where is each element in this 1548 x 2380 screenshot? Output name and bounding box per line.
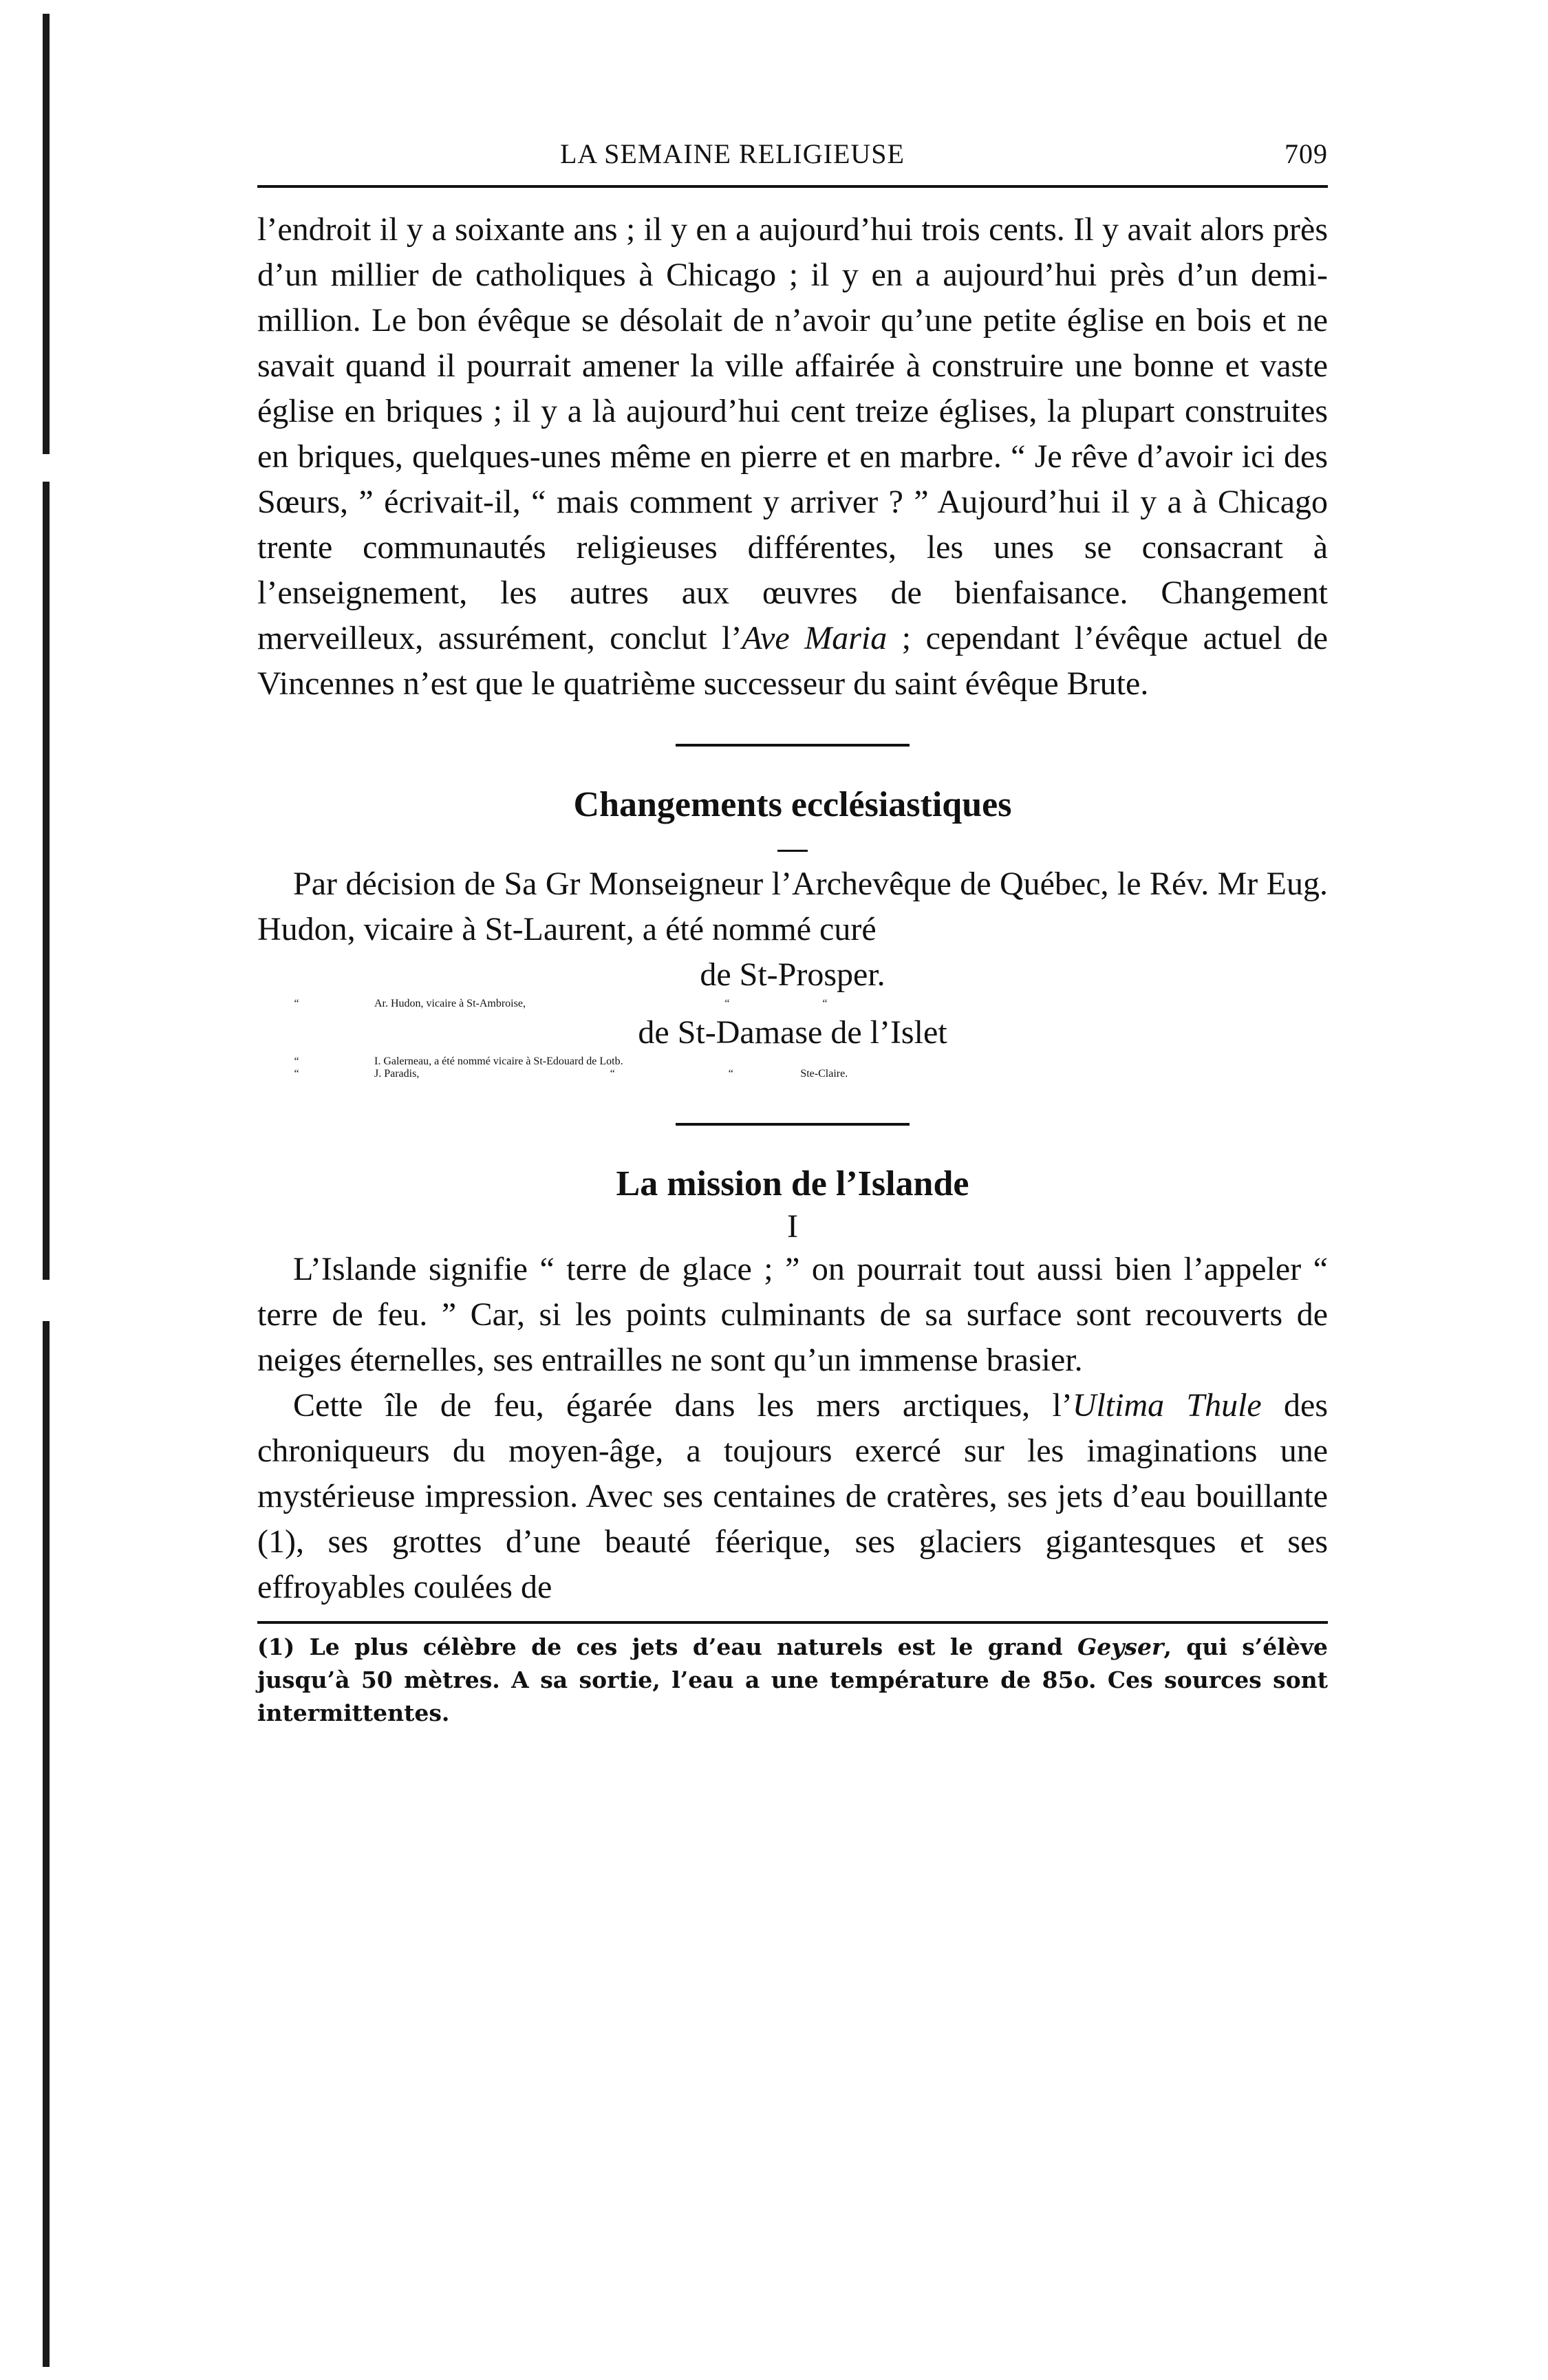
intro-paragraph	[257, 207, 1328, 707]
changes-title: Changements ecclésiastiques	[573, 785, 1012, 824]
intro-text-a: l’endroit il y a soixante ans ; il y en a aujourd’hui trois cents. Il y avait alors près d’un millier de catholiques à Chicago ; il y en a aujourd’hui près d’un demi-million. Le bon évêque se désolait de n’avoir qu’une petite église en bois et ne savait quand il pourrait amener la ville affairée à construire une bonne et vaste église en briques ; il y a là aujourd’hui cent treize églises, la plupart construites en briques, quelques-unes même en pierre et en marbre. “ Je rêve d’avoir ici des Sœurs, ” écrivait-il, “ mais comment y arriver ? ” Aujourd’hui il y a à Chicago trente communautés religieuses différentes, les unes se consacrant à l’enseignement, les autres aux œuvres de bienfaisance. Changement merveilleux, assurément, conclut l’	[257, 211, 1328, 656]
footnote	[257, 1631, 1328, 1730]
intro-section	[257, 207, 1328, 707]
page-number: 709	[1284, 138, 1328, 169]
changes-lead-center: de St-Prosper.	[700, 956, 885, 993]
ditto-mark: “	[822, 998, 828, 1009]
mission-paragraph-1: L’Islande signifie “ terre de glace ; ” on pourrait tout aussi bien l’appeler “ terre de feu. ” Car, si les points culminants de sa surface sont recouverts de neiges éternelles, ses entrailles ne sont qu’un immense brasier.	[257, 1251, 1328, 1378]
ditto-mark: “	[728, 1068, 733, 1080]
changes-row-3	[257, 1068, 1328, 1080]
page-binding-edge	[43, 14, 50, 2367]
intro-italic: Ave Maria	[742, 620, 888, 656]
mission-p2-text-b: des chroniqueurs du moyen-âge, a toujours exercé sur les imaginations une mystérieuse impression. Avec ses centaines de cratères, ses jets d’eau bouillante (1), ses grottes d’une beauté féerique, ses glaciers gigantesques et ses effroyables coulées de	[257, 1387, 1328, 1605]
footnote-text-a: (1) Le plus célèbre de ces jets d’eau naturels est le grand	[257, 1633, 1078, 1660]
changes-row-1	[257, 998, 1328, 1010]
footnote-italic: Geyser	[1077, 1633, 1164, 1660]
ditto-mark: “	[294, 1068, 299, 1080]
footnote-rule	[257, 1621, 1328, 1624]
row3-name: J. Paradis,	[374, 1068, 420, 1080]
ditto-mark: “	[724, 998, 730, 1009]
ditto-mark: “	[294, 1055, 299, 1067]
mission-p2-italic: Ultima Thule	[1072, 1387, 1262, 1424]
section-separator	[676, 744, 910, 747]
row2-text: I. Galerneau, a été nommé vicaire à St-Edouard de Lotb.	[374, 1055, 623, 1067]
running-header	[257, 138, 1328, 188]
mission-part-number: I	[787, 1208, 798, 1245]
intro-text-b: ; cependant l’évêque actuel de Vincennes n’est que le quatrième successeur du saint évêque Brute.	[257, 620, 1328, 702]
footnote-text-b: , qui s’élève jusqu’à 50 mètres. A sa sortie, l’eau a une température de 85o. Ces sources sont intermittentes.	[257, 1633, 1328, 1726]
changes-row-2	[257, 1055, 1328, 1068]
changes-section	[257, 861, 1328, 1080]
mission-p2-text-a: Cette île de feu, égarée dans les mers arctiques, l’	[293, 1387, 1073, 1424]
row1-text: Ar. Hudon, vicaire à St-Ambroise,	[374, 998, 526, 1009]
ditto-mark: “	[294, 998, 299, 1009]
running-title: LA SEMAINE RELIGIEUSE	[560, 138, 905, 169]
row1-center: de St-Damase de l’Islet	[638, 1014, 947, 1051]
row3-place: Ste-Claire.	[800, 1068, 848, 1080]
page	[257, 138, 1328, 1730]
mission-section	[257, 1247, 1328, 1610]
section-separator	[676, 1123, 910, 1126]
ditto-mark: “	[610, 1068, 615, 1080]
changes-lead: Par décision de Sa Gr Monseigneur l’Archevêque de Québec, le Rév. Mr Eug. Hudon, vicaire à St-Laurent, a été nommé curé	[257, 866, 1328, 947]
mission-paragraph-2	[257, 1383, 1328, 1610]
title-rule	[777, 850, 808, 852]
mission-title: La mission de l’Islande	[616, 1164, 969, 1203]
